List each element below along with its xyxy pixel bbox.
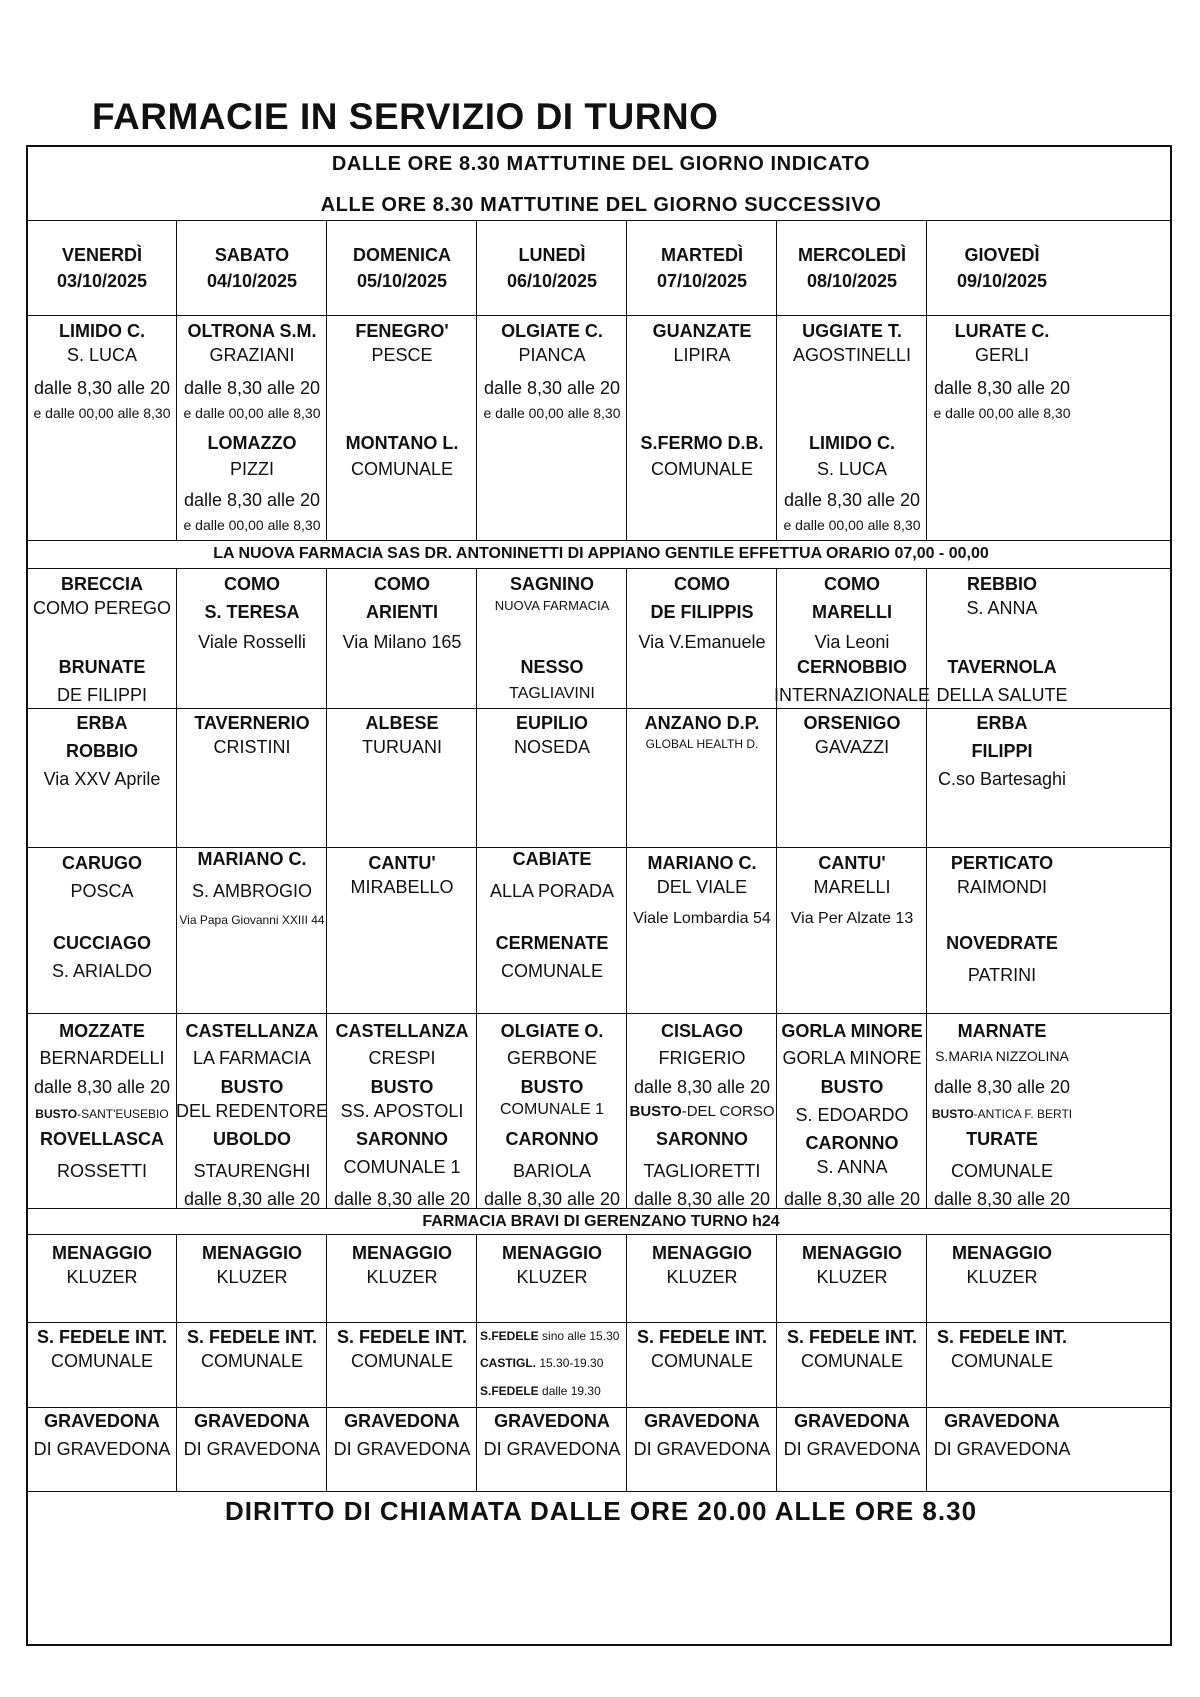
pharmacy-town: UGGIATE T.: [802, 321, 902, 341]
pharmacy-town: MARNATE: [957, 1021, 1047, 1041]
opening-hours: dalle 8,30 alle 20: [183, 1189, 321, 1209]
day-name: MARTEDÌ: [661, 245, 743, 265]
pharmacy-name: PATRINI: [967, 965, 1037, 985]
page-title: FARMACIE IN SERVIZIO DI TURNO: [92, 96, 719, 137]
pharmacy-town: LIMIDO C.: [809, 433, 895, 453]
pharmacy-name: COMUNALE: [800, 1351, 904, 1371]
pharmacy-town: ANZANO D.P.: [644, 713, 760, 733]
pharmacy-name: MARELLI: [812, 602, 892, 622]
day-name: SABATO: [214, 245, 290, 265]
pharmacy-town: S. FEDELE INT.: [936, 1327, 1068, 1347]
pharmacy-name: S. ANNA: [966, 598, 1038, 618]
opening-hours: dalle 8,30 alle 20: [183, 378, 321, 398]
pharmacy-name: S.MARIA NIZZOLINA: [935, 1048, 1069, 1064]
pharmacy-name: S. TERESA: [204, 602, 300, 622]
pharmacy-town: TAVERNOLA: [947, 657, 1057, 677]
pharmacy-name: COMUNALE: [200, 1351, 304, 1371]
pharmacy-town: BUSTO: [629, 1103, 682, 1120]
pharmacy-town: CERMENATE: [495, 933, 609, 953]
pharmacy-town: CASTELLANZA: [335, 1021, 469, 1041]
pharmacy-town: MENAGGIO: [951, 1243, 1053, 1263]
night-hours: e dalle 00,00 alle 8,30: [933, 405, 1071, 421]
column-divider: [926, 1234, 927, 1491]
pharmacy-town: CANTU': [368, 853, 436, 873]
pharmacy-name: FILIPPI: [971, 741, 1033, 761]
pharmacy-town: BUSTO: [520, 1077, 584, 1097]
night-hours: e dalle 00,00 alle 8,30: [783, 517, 921, 533]
pharmacy-name: MIRABELLO: [350, 877, 454, 897]
day-date: 03/10/2025: [56, 271, 148, 291]
pharmacy-name: DELLA SALUTE: [936, 685, 1068, 705]
pharmacy-town: S. FEDELE INT.: [786, 1327, 918, 1347]
pharmacy-town: MENAGGIO: [801, 1243, 903, 1263]
pharmacy-town: MENAGGIO: [351, 1243, 453, 1263]
pharmacy-town: FENEGRO': [355, 321, 449, 341]
split-shift: [480, 1327, 619, 1345]
night-hours: e dalle 00,00 alle 8,30: [483, 405, 621, 421]
pharmacy-name: ROBBIO: [66, 741, 138, 761]
pharmacy-name: DI GRAVEDONA: [33, 1439, 171, 1459]
pharmacy-name: GLOBAL HEALTH D.: [645, 737, 759, 751]
pharmacy-town: CANTU': [818, 853, 886, 873]
pharmacy-town: NOVEDRATE: [946, 933, 1058, 953]
pharmacy-name: DI GRAVEDONA: [333, 1439, 471, 1459]
pharmacy-name: S. ARIALDO: [51, 961, 153, 981]
pharmacy-town: GRAVEDONA: [794, 1411, 910, 1431]
pharmacy-name: DI GRAVEDONA: [483, 1439, 621, 1459]
day-date: 05/10/2025: [356, 271, 448, 291]
header-line-1: DALLE ORE 8.30 MATTUTINE DEL GIORNO INDICATO: [331, 153, 871, 175]
pharmacy-name: LIPIRA: [673, 345, 731, 365]
pharmacy-town: MOZZATE: [59, 1021, 145, 1041]
pharmacy-name: DI GRAVEDONA: [783, 1439, 921, 1459]
pharmacy-town: COMO: [824, 574, 880, 594]
busto-pharmacy: [629, 1103, 774, 1121]
pharmacy-name: AGOSTINELLI: [792, 345, 912, 365]
column-divider: [626, 1234, 627, 1491]
pharmacy-town: MENAGGIO: [501, 1243, 603, 1263]
pharmacy-name: DI GRAVEDONA: [633, 1439, 771, 1459]
column-divider: [776, 568, 777, 1208]
pharmacy-name: S. ANNA: [816, 1157, 888, 1177]
opening-hours: dalle 8,30 alle 20: [33, 1077, 171, 1097]
pharmacy-name: ROSSETTI: [56, 1161, 148, 1181]
column-divider: [776, 1234, 777, 1491]
pharmacy-name: -SANT'EUSEBIO: [77, 1107, 169, 1121]
pharmacy-address: C.so Bartesaghi: [937, 769, 1067, 789]
day-name: DOMENICA: [353, 245, 451, 265]
pharmacy-name: -DEL CORSO: [681, 1103, 775, 1120]
pharmacy-town: MENAGGIO: [201, 1243, 303, 1263]
pharmacy-name: ARIENTI: [366, 602, 438, 622]
split-shift: [480, 1382, 601, 1400]
pharmacy-town: ERBA: [76, 713, 128, 733]
column-divider: [326, 1234, 327, 1491]
pharmacy-name: KLUZER: [966, 1267, 1038, 1287]
pharmacy-name: -ANTICA F. BERTI: [973, 1107, 1073, 1121]
pharmacy-name: SS. APOSTOLI: [340, 1101, 464, 1121]
pharmacy-name: PESCE: [371, 345, 433, 365]
day-date: 04/10/2025: [206, 271, 298, 291]
day-date: 06/10/2025: [506, 271, 598, 291]
opening-hours: dalle 8,30 alle 20: [633, 1189, 771, 1209]
pharmacy-town: GORLA MINORE: [781, 1021, 923, 1041]
day-name: GIOVEDÌ: [964, 245, 1040, 265]
pharmacy-name: DEL VIALE: [656, 877, 748, 897]
pharmacy-name: DE FILIPPI: [56, 685, 148, 705]
column-divider: [476, 1234, 477, 1491]
pharmacy-town: GRAVEDONA: [644, 1411, 760, 1431]
column-divider: [176, 1234, 177, 1491]
pharmacy-town: OLTRONA S.M.: [187, 321, 317, 341]
pharmacy-name: RAIMONDI: [957, 877, 1047, 897]
column-divider: [176, 220, 177, 540]
pharmacy-name: COMUNALE: [650, 1351, 754, 1371]
pharmacy-town: PERTICATO: [950, 853, 1054, 873]
pharmacy-name: ALLA PORADA: [489, 881, 615, 901]
row-divider: [28, 1013, 1170, 1014]
pharmacy-name: COMO PEREGO: [32, 598, 172, 618]
pharmacy-name: GERLI: [974, 345, 1030, 365]
day-date: 08/10/2025: [806, 271, 898, 291]
column-divider: [626, 220, 627, 540]
day-name: LUNEDÌ: [518, 245, 586, 265]
pharmacy-town: LURATE C.: [954, 321, 1050, 341]
column-divider: [926, 568, 927, 1208]
shift-time: sino alle 15.30: [538, 1329, 620, 1343]
pharmacy-town: BUSTO: [220, 1077, 284, 1097]
opening-hours: dalle 8,30 alle 20: [933, 1189, 1071, 1209]
pharmacy-name: COMUNALE: [950, 1351, 1054, 1371]
opening-hours: dalle 8,30 alle 20: [633, 1077, 771, 1097]
pharmacy-address: Viale Lombardia 54: [633, 910, 771, 927]
pharmacy-town: MENAGGIO: [51, 1243, 153, 1263]
night-hours: e dalle 00,00 alle 8,30: [33, 405, 171, 421]
pharmacy-town: MENAGGIO: [651, 1243, 753, 1263]
pharmacy-town: CARONNO: [505, 1129, 599, 1149]
pharmacy-town: CISLAGO: [660, 1021, 744, 1041]
pharmacy-name: COMUNALE: [350, 1351, 454, 1371]
row-divider: [28, 220, 1170, 221]
pharmacy-name: KLUZER: [816, 1267, 888, 1287]
pharmacy-town: S. FEDELE INT.: [36, 1327, 168, 1347]
busto-pharmacy: [932, 1105, 1072, 1123]
opening-hours: dalle 8,30 alle 20: [933, 378, 1071, 398]
day-name: VENERDÌ: [61, 245, 143, 265]
pharmacy-town: OLGIATE O.: [500, 1021, 604, 1041]
pharmacy-town: CARUGO: [62, 853, 142, 873]
pharmacy-name: COMUNALE: [950, 1161, 1054, 1181]
pharmacy-name: GERBONE: [506, 1048, 598, 1068]
pharmacy-town: S.FERMO D.B.: [640, 433, 764, 453]
pharmacy-town: MONTANO L.: [345, 433, 459, 453]
pharmacy-town: BUSTO: [931, 1107, 974, 1121]
pharmacy-town: SAGNINO: [509, 574, 595, 594]
pharmacy-town: TAVERNERIO: [194, 713, 310, 733]
pharmacy-town: TURATE: [966, 1129, 1038, 1149]
row-divider: [28, 568, 1170, 569]
opening-hours: dalle 8,30 alle 20: [483, 378, 621, 398]
pharmacy-town: COMO: [674, 574, 730, 594]
pharmacy-town: GRAVEDONA: [344, 1411, 460, 1431]
night-hours: e dalle 00,00 alle 8,30: [183, 405, 321, 421]
pharmacy-name: NUOVA FARMACIA: [494, 598, 610, 613]
schedule-table: [26, 145, 1172, 1646]
pharmacy-address: Viale Rosselli: [198, 632, 306, 652]
pharmacy-address: Via XXV Aprile: [43, 769, 161, 789]
pharmacy-town: MARIANO C.: [197, 849, 307, 869]
row-divider: [28, 847, 1170, 848]
row-divider: [28, 1234, 1170, 1235]
pharmacy-town: SARONNO: [655, 1129, 749, 1149]
pharmacy-town: GRAVEDONA: [944, 1411, 1060, 1431]
pharmacy-town: BRECCIA: [60, 574, 144, 594]
pharmacy-name: CRESPI: [368, 1048, 436, 1068]
pharmacy-town: S.FEDELE: [480, 1384, 539, 1398]
pharmacy-name: COMUNALE: [350, 459, 454, 479]
pharmacy-name: NOSEDA: [513, 737, 591, 757]
pharmacy-name: TURUANI: [362, 737, 442, 757]
pharmacy-name: GRAZIANI: [209, 345, 295, 365]
pharmacy-name: KLUZER: [366, 1267, 438, 1287]
pharmacy-name: BERNARDELLI: [39, 1048, 165, 1068]
pharmacy-name: INTERNAZIONALE: [773, 685, 931, 705]
opening-hours: dalle 8,30 alle 20: [483, 1189, 621, 1209]
pharmacy-name: TAGLIAVINI: [509, 685, 595, 702]
pharmacy-name: DI GRAVEDONA: [933, 1439, 1071, 1459]
pharmacy-town: MARIANO C.: [647, 853, 757, 873]
pharmacy-address: Via V.Emanuele: [638, 632, 766, 652]
shift-time: 15.30-19.30: [536, 1356, 604, 1370]
pharmacy-town: CERNOBBIO: [796, 657, 908, 677]
pharmacy-name: S. LUCA: [816, 459, 888, 479]
pharmacy-town: OLGIATE C.: [501, 321, 603, 341]
pharmacy-name: COMUNALE 1: [499, 1101, 605, 1118]
column-divider: [776, 220, 777, 540]
pharmacy-town: ERBA: [976, 713, 1028, 733]
opening-hours: dalle 8,30 alle 20: [933, 1077, 1071, 1097]
pharmacy-town: BRUNATE: [58, 657, 146, 677]
pharmacy-name: DEL REDENTORE: [175, 1101, 329, 1121]
opening-hours: dalle 8,30 alle 20: [783, 1189, 921, 1209]
pharmacy-name: PIANCA: [518, 345, 586, 365]
pharmacy-town: CABIATE: [512, 849, 592, 869]
pharmacy-town: CARONNO: [805, 1133, 899, 1153]
day-date: 07/10/2025: [656, 271, 748, 291]
shift-time: dalle 19.30: [538, 1384, 601, 1398]
pharmacy-town: GRAVEDONA: [494, 1411, 610, 1431]
pharmacy-town: EUPILIO: [515, 713, 589, 733]
pharmacy-name: GAVAZZI: [814, 737, 890, 757]
pharmacy-name: LA FARMACIA: [192, 1048, 312, 1068]
pharmacy-name: TAGLIORETTI: [643, 1161, 761, 1181]
pharmacy-name: DI GRAVEDONA: [183, 1439, 321, 1459]
pharmacy-name: CRISTINI: [213, 737, 291, 757]
pharmacy-name: BARIOLA: [512, 1161, 592, 1181]
pharmacy-address: Via Milano 165: [342, 632, 462, 652]
pharmacy-town: CASTELLANZA: [185, 1021, 319, 1041]
row-divider: [28, 315, 1170, 316]
pharmacy-name: S. AMBROGIO: [191, 881, 313, 901]
banner-gerenzano: FARMACIA BRAVI DI GERENZANO TURNO h24: [422, 1213, 780, 1230]
opening-hours: dalle 8,30 alle 20: [783, 490, 921, 510]
opening-hours: dalle 8,30 alle 20: [33, 378, 171, 398]
pharmacy-town: S. FEDELE INT.: [336, 1327, 468, 1347]
pharmacy-name: KLUZER: [666, 1267, 738, 1287]
pharmacy-town: GRAVEDONA: [44, 1411, 160, 1431]
pharmacy-town: REBBIO: [966, 574, 1038, 594]
banner-appiano: LA NUOVA FARMACIA SAS DR. ANTONINETTI DI APPIANO GENTILE EFFETTUA ORARIO 07,00 - 00,00: [213, 545, 989, 562]
column-divider: [476, 220, 477, 540]
pharmacy-town: SARONNO: [355, 1129, 449, 1149]
pharmacy-name: KLUZER: [66, 1267, 138, 1287]
pharmacy-name: S. EDOARDO: [795, 1105, 909, 1125]
pharmacy-name: MARELLI: [813, 877, 891, 897]
pharmacy-town: S. FEDELE INT.: [186, 1327, 318, 1347]
column-divider: [926, 220, 927, 540]
pharmacy-town: CUCCIAGO: [53, 933, 151, 953]
pharmacy-town: UBOLDO: [213, 1129, 291, 1149]
pharmacy-town: BUSTO: [35, 1107, 78, 1121]
column-divider: [326, 220, 327, 540]
pharmacy-town: ORSENIGO: [803, 713, 901, 733]
pharmacy-town: BUSTO: [820, 1077, 884, 1097]
column-divider: [626, 568, 627, 1208]
pharmacy-name: DE FILIPPIS: [650, 602, 754, 622]
pharmacy-name: PIZZI: [230, 459, 274, 479]
row-divider: [28, 1407, 1170, 1408]
row-divider: [28, 708, 1170, 709]
pharmacy-name: S. LUCA: [66, 345, 138, 365]
row-divider: [28, 1491, 1170, 1492]
pharmacy-town: GUANZATE: [652, 321, 752, 341]
pharmacy-address: Via Per Alzate 13: [790, 910, 914, 927]
pharmacy-town: LOMAZZO: [207, 433, 297, 453]
opening-hours: dalle 8,30 alle 20: [333, 1189, 471, 1209]
pharmacy-town: S. FEDELE INT.: [636, 1327, 768, 1347]
row-divider: [28, 1322, 1170, 1323]
pharmacy-name: STAURENGHI: [193, 1161, 311, 1181]
pharmacy-name: KLUZER: [216, 1267, 288, 1287]
pharmacy-name: KLUZER: [516, 1267, 588, 1287]
busto-pharmacy: [35, 1105, 168, 1123]
pharmacy-town: GRAVEDONA: [194, 1411, 310, 1431]
pharmacy-town: COMO: [374, 574, 430, 594]
pharmacy-name: COMUNALE: [50, 1351, 154, 1371]
pharmacy-name: GORLA MINORE: [782, 1048, 922, 1068]
pharmacy-address: Via Leoni: [814, 632, 890, 652]
header-line-2: ALLE ORE 8.30 MATTUTINE DEL GIORNO SUCCESSIVO: [320, 194, 882, 216]
day-date: 09/10/2025: [956, 271, 1048, 291]
row-divider: [28, 540, 1170, 541]
pharmacy-name: COMUNALE: [500, 961, 604, 981]
pharmacy-town: ROVELLASCA: [39, 1129, 165, 1149]
day-name: MERCOLEDÌ: [798, 245, 906, 265]
night-hours: e dalle 00,00 alle 8,30: [183, 517, 321, 533]
pharmacy-town: CASTIGL.: [480, 1356, 536, 1370]
pharmacy-town: BUSTO: [370, 1077, 434, 1097]
pharmacy-name: COMUNALE 1: [343, 1157, 461, 1177]
column-divider: [476, 568, 477, 1208]
pharmacy-address: Via Papa Giovanni XXIII 44: [179, 913, 325, 927]
pharmacy-town: NESSO: [520, 657, 584, 677]
pharmacy-town: COMO: [224, 574, 280, 594]
pharmacy-name: FRIGERIO: [658, 1048, 746, 1068]
pharmacy-name: COMUNALE: [650, 459, 754, 479]
footer-note: DIRITTO DI CHIAMATA DALLE ORE 20.00 ALLE ORE 8.30: [224, 1496, 978, 1526]
split-shift: [480, 1354, 603, 1372]
pharmacy-town: LIMIDO C.: [59, 321, 145, 341]
opening-hours: dalle 8,30 alle 20: [183, 490, 321, 510]
pharmacy-town: ALBESE: [365, 713, 439, 733]
pharmacy-name: POSCA: [70, 881, 134, 901]
pharmacy-town: S.FEDELE: [480, 1329, 539, 1343]
